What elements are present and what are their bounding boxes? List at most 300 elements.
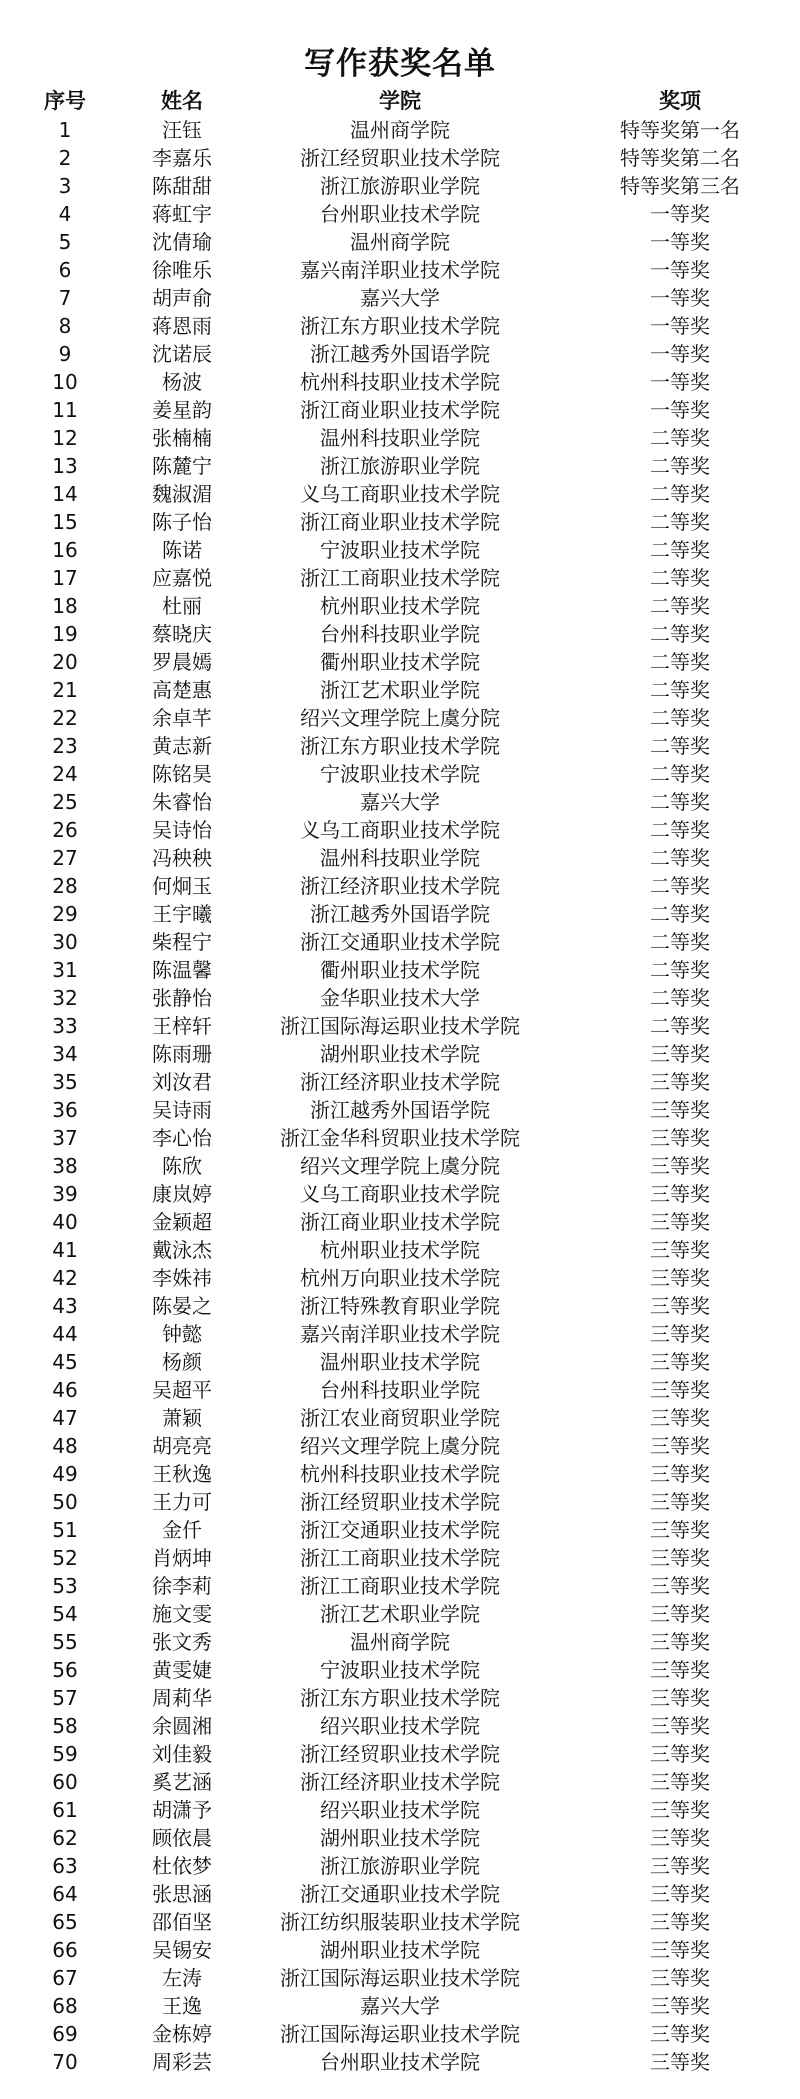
table-row [0, 1292, 800, 1320]
award-level: 三等奖 [650, 1378, 710, 1402]
row-number: 25 [52, 790, 78, 814]
school-name: 浙江越秀外国语学院 [310, 902, 490, 926]
table-row [0, 1236, 800, 1264]
school-name: 嘉兴大学 [360, 286, 440, 310]
award-level: 二等奖 [650, 846, 710, 870]
award-level: 三等奖 [650, 1266, 710, 1290]
row-number: 36 [52, 1098, 78, 1122]
row-number: 27 [52, 846, 78, 870]
school-name: 嘉兴南洋职业技术学院 [300, 258, 500, 282]
award-level: 三等奖 [650, 1238, 710, 1262]
winner-name: 奚艺涵 [152, 1770, 212, 1794]
table-row [0, 1152, 800, 1180]
winner-name: 沈诺辰 [152, 342, 212, 366]
winner-name: 吴诗雨 [152, 1098, 212, 1122]
table-body [0, 116, 800, 2076]
award-level: 三等奖 [650, 1658, 710, 1682]
table-row [0, 984, 800, 1012]
row-number: 59 [52, 1742, 78, 1766]
school-name: 衢州职业技术学院 [320, 958, 480, 982]
school-name: 嘉兴大学 [360, 1994, 440, 2018]
winner-name: 姜星韵 [152, 398, 212, 422]
school-name: 绍兴文理学院上虞分院 [300, 1434, 500, 1458]
row-number: 69 [52, 2022, 78, 2046]
row-number: 47 [52, 1406, 78, 1430]
row-number: 41 [52, 1238, 78, 1262]
table-row [0, 1264, 800, 1292]
winner-name: 钟懿 [162, 1322, 202, 1346]
row-number: 40 [52, 1210, 78, 1234]
row-number: 64 [52, 1882, 78, 1906]
award-level: 三等奖 [650, 1294, 710, 1318]
award-level: 二等奖 [650, 622, 710, 646]
winner-name: 王力可 [152, 1490, 212, 1514]
row-number: 46 [52, 1378, 78, 1402]
winner-name: 金栋婷 [152, 2022, 212, 2046]
winner-name: 陈晏之 [152, 1294, 212, 1318]
winner-name: 陈子怡 [152, 510, 212, 534]
table-row [0, 1124, 800, 1152]
table-row [0, 368, 800, 396]
winner-name: 康岚婷 [152, 1182, 212, 1206]
school-name: 绍兴文理学院上虞分院 [300, 1154, 500, 1178]
winner-name: 杜依梦 [152, 1854, 212, 1878]
table-row [0, 1460, 800, 1488]
award-level: 二等奖 [650, 958, 710, 982]
table-row [0, 760, 800, 788]
row-number: 17 [52, 566, 78, 590]
winner-name: 杜丽 [162, 594, 202, 618]
row-number: 60 [52, 1770, 78, 1794]
table-row [0, 1544, 800, 1572]
table-row [0, 508, 800, 536]
row-number: 19 [52, 622, 78, 646]
table-row [0, 1628, 800, 1656]
school-name: 浙江商业职业技术学院 [300, 398, 500, 422]
row-number: 24 [52, 762, 78, 786]
table-row [0, 1600, 800, 1628]
award-level: 三等奖 [650, 1742, 710, 1766]
table-row [0, 872, 800, 900]
table-row [0, 844, 800, 872]
row-number: 49 [52, 1462, 78, 1486]
award-level: 三等奖 [650, 1434, 710, 1458]
award-level: 二等奖 [650, 818, 710, 842]
row-number: 61 [52, 1798, 78, 1822]
table-row [0, 536, 800, 564]
award-level: 三等奖 [650, 2022, 710, 2046]
school-name: 衢州职业技术学院 [320, 650, 480, 674]
page-title: 写作获奖名单 [304, 46, 496, 82]
winner-name: 余圆湘 [152, 1714, 212, 1738]
school-name: 浙江商业职业技术学院 [300, 1210, 500, 1234]
winner-name: 余卓芊 [152, 706, 212, 730]
row-number: 11 [52, 398, 78, 422]
school-name: 温州商学院 [350, 230, 450, 254]
winner-name: 吴诗怡 [152, 818, 212, 842]
row-number: 42 [52, 1266, 78, 1290]
winner-name: 邵佰坚 [152, 1910, 212, 1934]
award-level: 二等奖 [650, 902, 710, 926]
award-level: 三等奖 [650, 1518, 710, 1542]
winner-name: 张楠楠 [152, 426, 212, 450]
winner-name: 肖炳坤 [152, 1546, 212, 1570]
table-row [0, 1572, 800, 1600]
table-row [0, 1208, 800, 1236]
award-level: 三等奖 [650, 1798, 710, 1822]
school-name: 浙江交通职业技术学院 [300, 1518, 500, 1542]
award-level: 二等奖 [650, 874, 710, 898]
school-name: 绍兴文理学院上虞分院 [300, 706, 500, 730]
winner-name: 高楚惠 [152, 678, 212, 702]
table-row [0, 1348, 800, 1376]
table-row [0, 396, 800, 424]
winner-name: 应嘉悦 [152, 566, 212, 590]
award-level: 二等奖 [650, 930, 710, 954]
winner-name: 陈甜甜 [152, 174, 212, 198]
row-number: 50 [52, 1490, 78, 1514]
row-number: 48 [52, 1434, 78, 1458]
table-row [0, 1516, 800, 1544]
school-name: 义乌工商职业技术学院 [300, 818, 500, 842]
school-name: 台州科技职业学院 [320, 1378, 480, 1402]
school-name: 台州职业技术学院 [320, 202, 480, 226]
award-level: 三等奖 [650, 1350, 710, 1374]
row-number: 26 [52, 818, 78, 842]
school-name: 宁波职业技术学院 [320, 762, 480, 786]
winner-name: 周莉华 [152, 1686, 212, 1710]
row-number: 33 [52, 1014, 78, 1038]
award-level: 三等奖 [650, 1770, 710, 1794]
winner-name: 陈欣 [162, 1154, 202, 1178]
school-name: 浙江经贸职业技术学院 [300, 1490, 500, 1514]
table-row [0, 256, 800, 284]
winner-name: 魏淑湄 [152, 482, 212, 506]
table-row [0, 676, 800, 704]
winner-name: 刘汝君 [152, 1070, 212, 1094]
school-name: 浙江农业商贸职业学院 [300, 1406, 500, 1430]
table-row [0, 1712, 800, 1740]
school-name: 湖州职业技术学院 [320, 1042, 480, 1066]
table-row [0, 1684, 800, 1712]
school-name: 杭州万向职业技术学院 [300, 1266, 500, 1290]
row-number: 7 [58, 286, 72, 310]
award-level: 三等奖 [650, 1210, 710, 1234]
row-number: 5 [58, 230, 72, 254]
winner-name: 刘佳毅 [152, 1742, 212, 1766]
school-name: 浙江特殊教育职业学院 [300, 1294, 500, 1318]
school-name: 浙江东方职业技术学院 [300, 1686, 500, 1710]
award-level: 二等奖 [650, 482, 710, 506]
table-row [0, 900, 800, 928]
row-number: 20 [52, 650, 78, 674]
award-level: 二等奖 [650, 426, 710, 450]
award-level: 一等奖 [650, 230, 710, 254]
award-level: 三等奖 [650, 1686, 710, 1710]
award-level: 三等奖 [650, 1546, 710, 1570]
table-row [0, 1488, 800, 1516]
winner-name: 朱睿怡 [152, 790, 212, 814]
school-name: 浙江艺术职业学院 [320, 1602, 480, 1626]
table-row [0, 1040, 800, 1068]
row-number: 39 [52, 1182, 78, 1206]
winner-name: 徐李莉 [152, 1574, 212, 1598]
award-level: 三等奖 [650, 1882, 710, 1906]
winner-name: 沈倩瑜 [152, 230, 212, 254]
row-number: 37 [52, 1126, 78, 1150]
table-row [0, 1796, 800, 1824]
table-row [0, 1656, 800, 1684]
award-level: 一等奖 [650, 314, 710, 338]
table-row [0, 452, 800, 480]
row-number: 43 [52, 1294, 78, 1318]
table-row [0, 144, 800, 172]
school-name: 杭州职业技术学院 [320, 594, 480, 618]
row-number: 10 [52, 370, 78, 394]
winner-name: 戴泳杰 [152, 1238, 212, 1262]
winner-name: 施文雯 [152, 1602, 212, 1626]
winner-name: 罗晨嫣 [152, 650, 212, 674]
row-number: 18 [52, 594, 78, 618]
row-number: 9 [58, 342, 72, 366]
row-number: 31 [52, 958, 78, 982]
table-row [0, 1740, 800, 1768]
school-name: 浙江金华科贸职业技术学院 [280, 1126, 520, 1150]
school-name: 湖州职业技术学院 [320, 1826, 480, 1850]
winner-name: 张静怡 [152, 986, 212, 1010]
table-row [0, 1936, 800, 1964]
winner-name: 蒋虹宇 [152, 202, 212, 226]
row-number: 58 [52, 1714, 78, 1738]
row-number: 62 [52, 1826, 78, 1850]
school-name: 浙江国际海运职业技术学院 [280, 1014, 520, 1038]
row-number: 38 [52, 1154, 78, 1178]
school-name: 温州职业技术学院 [320, 1350, 480, 1374]
winner-name: 左涛 [162, 1966, 202, 1990]
table-row [0, 816, 800, 844]
award-level: 三等奖 [650, 1602, 710, 1626]
award-level: 三等奖 [650, 1182, 710, 1206]
table-row [0, 1012, 800, 1040]
award-level: 三等奖 [650, 2050, 710, 2074]
table-row [0, 956, 800, 984]
row-number: 12 [52, 426, 78, 450]
school-name: 杭州科技职业技术学院 [300, 370, 500, 394]
table-row [0, 172, 800, 200]
winner-name: 金颖超 [152, 1210, 212, 1234]
award-level: 二等奖 [650, 734, 710, 758]
award-level: 特等奖第三名 [620, 174, 740, 198]
winner-name: 杨波 [162, 370, 202, 394]
row-number: 3 [58, 174, 72, 198]
winner-name: 金仟 [162, 1518, 202, 1542]
row-number: 14 [52, 482, 78, 506]
row-number: 4 [58, 202, 72, 226]
row-number: 63 [52, 1854, 78, 1878]
award-level: 三等奖 [650, 1126, 710, 1150]
row-number: 13 [52, 454, 78, 478]
award-level: 三等奖 [650, 1994, 710, 2018]
table-row [0, 620, 800, 648]
table-row [0, 1096, 800, 1124]
table-row [0, 1432, 800, 1460]
table-row [0, 2048, 800, 2076]
table-row [0, 704, 800, 732]
school-name: 浙江越秀外国语学院 [310, 342, 490, 366]
school-name: 浙江交通职业技术学院 [300, 1882, 500, 1906]
award-level: 二等奖 [650, 594, 710, 618]
award-level: 一等奖 [650, 342, 710, 366]
school-name: 浙江经贸职业技术学院 [300, 146, 500, 170]
award-level: 三等奖 [650, 1574, 710, 1598]
winner-name: 汪钰 [162, 118, 202, 142]
winner-name: 黄雯婕 [152, 1658, 212, 1682]
row-number: 15 [52, 510, 78, 534]
school-name: 义乌工商职业技术学院 [300, 482, 500, 506]
school-name: 浙江经济职业技术学院 [300, 1070, 500, 1094]
school-name: 浙江东方职业技术学院 [300, 734, 500, 758]
row-number: 23 [52, 734, 78, 758]
row-number: 67 [52, 1966, 78, 1990]
winner-name: 黄志新 [152, 734, 212, 758]
winner-name: 吴超平 [152, 1378, 212, 1402]
winner-name: 吴锡安 [152, 1938, 212, 1962]
school-name: 台州科技职业学院 [320, 622, 480, 646]
school-name: 浙江工商职业技术学院 [300, 566, 500, 590]
table-row [0, 1068, 800, 1096]
winner-name: 张思涵 [152, 1882, 212, 1906]
table-row [0, 1320, 800, 1348]
school-name: 温州科技职业学院 [320, 846, 480, 870]
award-level: 二等奖 [650, 678, 710, 702]
table-row [0, 116, 800, 144]
row-number: 57 [52, 1686, 78, 1710]
table-row [0, 424, 800, 452]
school-name: 宁波职业技术学院 [320, 1658, 480, 1682]
header-no: 序号 [44, 89, 86, 113]
school-name: 杭州科技职业技术学院 [300, 1462, 500, 1486]
winner-name: 顾依晨 [152, 1826, 212, 1850]
row-number: 34 [52, 1042, 78, 1066]
award-level: 三等奖 [650, 1714, 710, 1738]
award-level: 一等奖 [650, 258, 710, 282]
winner-name: 萧颖 [162, 1406, 202, 1430]
table-row [0, 228, 800, 256]
winner-name: 张文秀 [152, 1630, 212, 1654]
table-row [0, 340, 800, 368]
award-table [0, 86, 800, 2076]
winner-name: 徐唯乐 [152, 258, 212, 282]
winner-name: 周彩芸 [152, 2050, 212, 2074]
award-level: 三等奖 [650, 1938, 710, 1962]
award-level: 一等奖 [650, 398, 710, 422]
school-name: 宁波职业技术学院 [320, 538, 480, 562]
school-name: 浙江商业职业技术学院 [300, 510, 500, 534]
award-level: 三等奖 [650, 1154, 710, 1178]
winner-name: 王秋逸 [152, 1462, 212, 1486]
award-level: 三等奖 [650, 1826, 710, 1850]
table-row [0, 788, 800, 816]
row-number: 55 [52, 1630, 78, 1654]
winner-name: 陈雨珊 [152, 1042, 212, 1066]
school-name: 浙江交通职业技术学院 [300, 930, 500, 954]
school-name: 浙江旅游职业学院 [320, 174, 480, 198]
school-name: 浙江国际海运职业技术学院 [280, 2022, 520, 2046]
winner-name: 陈麓宁 [152, 454, 212, 478]
award-level: 二等奖 [650, 986, 710, 1010]
winner-name: 陈诺 [162, 538, 202, 562]
row-number: 44 [52, 1322, 78, 1346]
school-name: 嘉兴大学 [360, 790, 440, 814]
school-name: 台州职业技术学院 [320, 2050, 480, 2074]
winner-name: 王逸 [162, 1994, 202, 2018]
winner-name: 陈温馨 [152, 958, 212, 982]
school-name: 浙江经济职业技术学院 [300, 874, 500, 898]
table-row [0, 1964, 800, 1992]
row-number: 51 [52, 1518, 78, 1542]
row-number: 1 [58, 118, 72, 142]
school-name: 浙江经贸职业技术学院 [300, 1742, 500, 1766]
table-row [0, 592, 800, 620]
row-number: 6 [58, 258, 72, 282]
row-number: 21 [52, 678, 78, 702]
row-number: 28 [52, 874, 78, 898]
award-level: 三等奖 [650, 1070, 710, 1094]
school-name: 浙江工商职业技术学院 [300, 1574, 500, 1598]
header-name: 姓名 [161, 89, 203, 113]
winner-name: 杨颜 [162, 1350, 202, 1374]
table-row [0, 732, 800, 760]
winner-name: 胡声俞 [152, 286, 212, 310]
award-level: 三等奖 [650, 1490, 710, 1514]
row-number: 30 [52, 930, 78, 954]
table-row [0, 1908, 800, 1936]
award-level: 三等奖 [650, 1042, 710, 1066]
award-level: 三等奖 [650, 1406, 710, 1430]
row-number: 29 [52, 902, 78, 926]
table-row [0, 564, 800, 592]
row-number: 45 [52, 1350, 78, 1374]
school-name: 浙江经济职业技术学院 [300, 1770, 500, 1794]
table-row [0, 1824, 800, 1852]
award-level: 二等奖 [650, 454, 710, 478]
award-level: 二等奖 [650, 1014, 710, 1038]
table-row [0, 1992, 800, 2020]
school-name: 温州商学院 [350, 1630, 450, 1654]
winner-name: 王梓轩 [152, 1014, 212, 1038]
table-row [0, 1768, 800, 1796]
school-name: 浙江艺术职业学院 [320, 678, 480, 702]
winner-name: 蒋恩雨 [152, 314, 212, 338]
award-level: 二等奖 [650, 650, 710, 674]
school-name: 浙江旅游职业学院 [320, 1854, 480, 1878]
row-number: 70 [52, 2050, 78, 2074]
row-number: 54 [52, 1602, 78, 1626]
table-row [0, 648, 800, 676]
winner-name: 胡潇予 [152, 1798, 212, 1822]
school-name: 温州商学院 [350, 118, 450, 142]
award-level: 三等奖 [650, 1322, 710, 1346]
table-row [0, 1880, 800, 1908]
row-number: 53 [52, 1574, 78, 1598]
row-number: 8 [58, 314, 72, 338]
row-number: 65 [52, 1910, 78, 1934]
winner-name: 冯秧秧 [152, 846, 212, 870]
winner-name: 柴程宁 [152, 930, 212, 954]
winner-name: 胡亮亮 [152, 1434, 212, 1458]
award-level: 二等奖 [650, 762, 710, 786]
award-level: 三等奖 [650, 1098, 710, 1122]
